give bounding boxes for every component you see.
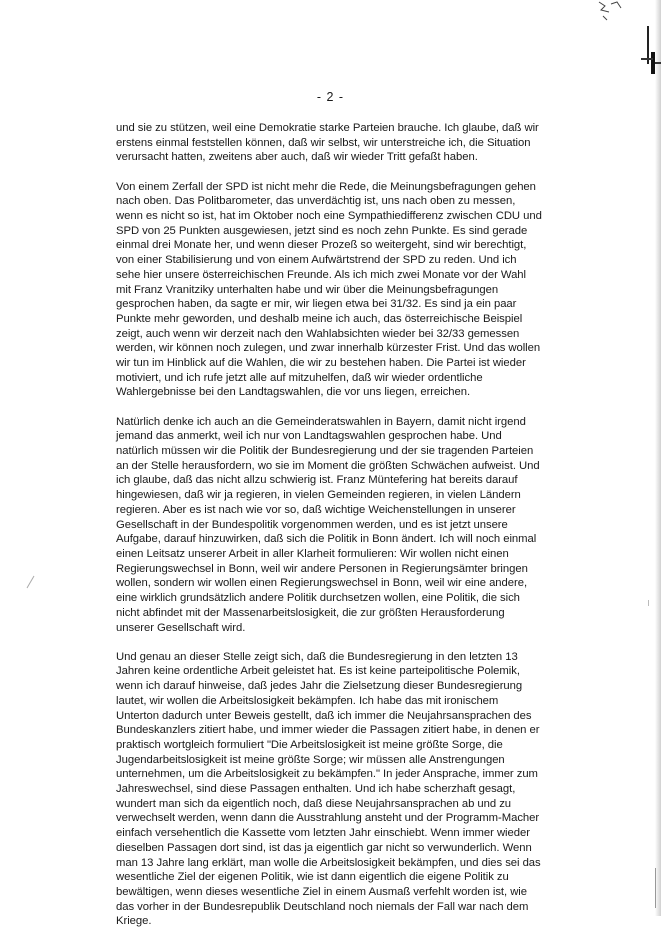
text-line: man 13 Jahre lang erklärt, man wolle die Arbeitslosigkeit bekämpfen, und dies sei das <box>116 856 541 869</box>
text-line: jemand das anmerkt, weil ich nur von Landtagswahlen gesprochen habe. Und <box>116 430 502 443</box>
text-line: SPD von 25 Punkten ausgewiesen, jetzt sind es noch zehn Punkte. Es sind gerade <box>116 224 528 237</box>
text-line: hingewiesen, daß wir ja regieren, in vielen Gemeinden regieren, in vielen Ländern <box>116 489 521 502</box>
text-line: sehe hier unsere österreichischen Freunde. Als ich mich zwei Monate vor der Wahl <box>116 268 526 281</box>
text-line: Jahreswechsel, sind diese Passagen enthalten. Und ich habe scherzhaft gesagt, <box>116 783 516 796</box>
text-line: wenn ich darauf hinweise, daß jedes Jahr die Zielsetzung dieser Bundesregierung <box>116 680 523 693</box>
text-line: Jugendarbeitslosigkeit ist meine größte Sorge; wir müssen alle Anstrengungen <box>116 753 505 766</box>
text-line: einfach versehentlich die Kassette vom letzten Jahr einschiebt. Wenn immer wieder <box>116 827 530 840</box>
text-line: regieren. Aber es ist nach wie vor so, daß wichtige Weichenstellungen in unserer <box>116 503 516 516</box>
text-line: das vorher in der Bundesrepublik Deutschland noch niemals der Fall war nach dem <box>116 900 529 913</box>
text-line: Regierungswechsel in Bonn, weil wir andere Personen in Regierungsämter bringen <box>116 562 528 575</box>
scan-speck <box>648 600 649 606</box>
text-line: Aufgabe, darauf hinzuwirken, daß sich die Politik in Bonn ändert. Ich will noch einmal <box>116 533 537 546</box>
paragraph <box>116 650 541 929</box>
text-line: praktisch wortgleich formuliert "Die Arbeitslosigkeit ist meine größte Sorge, die <box>116 738 503 751</box>
text-line: Kriege. <box>116 915 152 928</box>
text-line: Jahren keine ordentliche Arbeit geleistet hat. Es ist keine parteipolitische Polemik, <box>116 665 520 678</box>
paragraph <box>116 121 539 165</box>
text-line: Wahlergebnisse bei den Landtagswahlen, die vor uns liegen, erreichen. <box>116 386 471 399</box>
text-line: verursacht hatten, zweitens aber auch, daß wir wieder Tritt gefaßt haben. <box>116 151 478 164</box>
text-line: einmal drei Monate her, und wenn dieser Prozeß so weitergeht, sind wir berechtigt, <box>116 239 527 252</box>
text-line: erstens einmal feststellen können, daß wir selbst, wir unterstreiche ich, die Situation <box>116 136 531 149</box>
paragraph <box>116 415 540 636</box>
scan-edge-shadow <box>655 0 661 916</box>
text-line: Und genau an dieser Stelle zeigt sich, daß die Bundesregierung in den letzten 13 <box>116 650 518 663</box>
text-line: verwechselt werden, wenn dann die Ausstrahlung ansteht und der Programm-Macher <box>116 812 540 825</box>
text-line: bewältigen, wenn dieses wesentliche Ziel in einem Ausmaß verfehlt worden ist, wie <box>116 885 528 898</box>
text-line: eine wirklich grundsätzlich andere Politik durchsetzen wollen, eine Politik, die sich <box>116 592 520 605</box>
text-line: ich glaube, daß das nicht allzu schwierig ist. Franz Müntefering hat bereits darauf <box>116 474 518 487</box>
text-line: und sie zu stützen, weil eine Demokratie starke Parteien brauche. Ich glaube, daß wir <box>116 122 539 134</box>
text-line: wir tun im Hinblick auf die Wahlen, die wir zu bestehen haben. Die Partei ist wieder <box>116 357 526 370</box>
scan-speck <box>655 868 656 908</box>
scan-artifact <box>591 0 661 80</box>
text-line: wesentliche Ziel der eigenen Politik, wie ist dann eigentlich die eigene Politik zu <box>116 871 509 884</box>
text-line: dieselben Passagen dort sind, ist das ja eigentlich gar nicht so verwunderlich. Wenn <box>116 841 532 854</box>
text-line: unserer Gesellschaft wird. <box>116 621 246 634</box>
text-line: werden, wir können noch zulegen, und zwar innerhalb kürzester Frist. Und das wollen <box>116 342 541 355</box>
text-line: Bundeskanzlers zitiert habe, und immer wieder die Passagen zitiert habe, in denen er <box>116 724 540 737</box>
text-line: motiviert, und ich rufe jetzt alle auf mitzuhelfen, daß wir wieder ordentliche <box>116 371 483 384</box>
text-line: natürlich müssen wir die Politik der Bundesregierung und der sie tragenden Parteien <box>116 445 534 458</box>
text-line: lautet, wir wollen die Arbeitslosigkeit bekämpfen. Ich habe das mit ironischem <box>116 694 499 707</box>
text-line: Natürlich denke ich auch an die Gemeinderatswahlen in Bayern, damit nicht irgend <box>116 415 526 428</box>
scan-speck <box>27 576 35 589</box>
text-line: Punkte mehr geworden, und deshalb meine ich auch, das österreichische Beispiel <box>116 312 523 325</box>
text-line: unternehmen, um die Arbeitslosigkeit zu bekämpfen." In jeder Ansprache, immer zum <box>116 768 538 781</box>
body-text <box>116 121 542 944</box>
text-line: nach oben. Das Politbarometer, das unverdächtig ist, uns nach oben zu messen, <box>116 195 516 208</box>
text-line: an der Stelle herausfordern, wo sie im Moment die größten Schwächen aufweist. Und <box>116 459 540 472</box>
text-line: nicht abfindet mit der Massenarbeitslosigkeit, die zur größten Herausforderung <box>116 606 505 619</box>
text-line: Gesellschaft in der Bundespolitik vorgenommen werden, und es ist jetzt unsere <box>116 518 508 531</box>
text-line: zeigt, auch wenn wir derzeit nach den Wahlabsichten wieder bei 32/33 gemessen <box>116 327 520 340</box>
text-line: Unterton dadurch unter Beweis gestellt, daß ich immer die Neujahrsansprachen des <box>116 709 532 722</box>
paragraph <box>116 180 542 401</box>
text-line: von einer Stabilisierung und von einem Aufwärtstrend der SPD zu reden. Und ich <box>116 254 517 267</box>
text-line: wollen, sondern wir wollen einen Regierungswechsel in Bonn, weil wir eine andere, <box>116 577 528 590</box>
text-line: wenn es nicht so ist, hat im Oktober noch eine Sympathiedifferenz zwischen CDU und <box>116 210 542 223</box>
text-line: einen Leitsatz unserer Arbeit in aller Klarheit formulieren: Wir wollen nicht einen <box>116 547 509 560</box>
text-line: mit Franz Vranitziky unterhalten habe und wir über die Meinungsbefragungen <box>116 283 499 296</box>
page-number: - 2 - <box>316 90 345 104</box>
text-line: gesprochen haben, da sagte er mir, wir liegen etwa bei 31/32. Es sind ja ein paar <box>116 298 517 311</box>
text-line: Von einem Zerfall der SPD ist nicht mehr die Rede, die Meinungsbefragungen gehen <box>116 180 536 193</box>
text-line: wundert man sich da eigentlich noch, daß diese Neujahrsansprachen ab und zu <box>116 797 512 810</box>
